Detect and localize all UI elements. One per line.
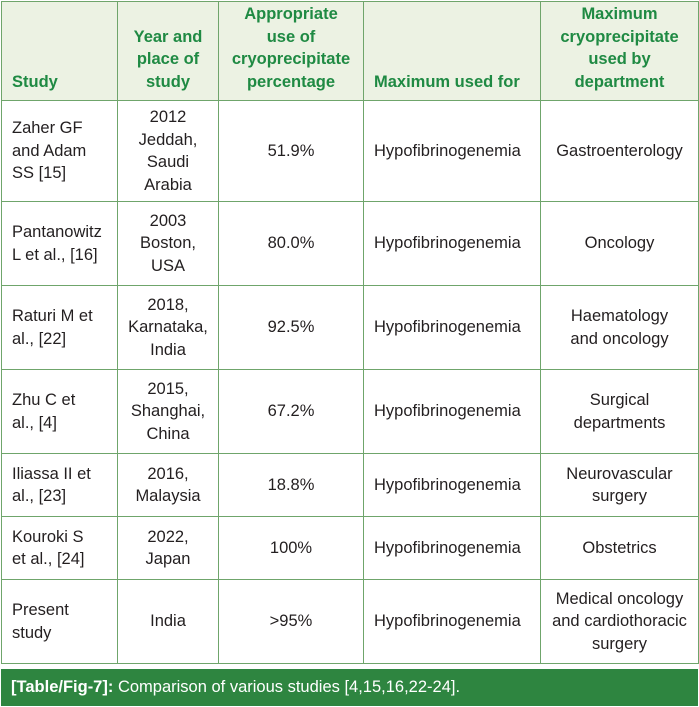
cell-appropriate-use: 51.9% — [219, 101, 364, 202]
cell-appropriate-use: >95% — [219, 580, 364, 664]
cell-study: Iliassa II et al., [23] — [2, 454, 118, 517]
cell-year-place: 2022, Japan — [118, 517, 219, 580]
table-header-row — [2, 2, 699, 101]
cell-year-place: 2012 Jeddah, Saudi Arabia — [118, 101, 219, 202]
cell-year-place: India — [118, 580, 219, 664]
cell-appropriate-use: 67.2% — [219, 370, 364, 454]
cell-study: Zaher GF and Adam SS [15] — [2, 101, 118, 202]
table-caption — [1, 669, 698, 706]
table-row — [2, 370, 699, 454]
cell-year-place: 2016, Malaysia — [118, 454, 219, 517]
caption-text: Comparison of various studies [4,15,16,22-24]. — [113, 678, 461, 696]
cell-study: Raturi M et al., [22] — [2, 286, 118, 370]
table-row — [2, 517, 699, 580]
table-row — [2, 202, 699, 286]
cell-maximum-used-for: Hypofibrinogenemia — [364, 286, 541, 370]
cell-study: Present study — [2, 580, 118, 664]
comparison-table — [1, 1, 699, 664]
cell-maximum-used-for: Hypofibrinogenemia — [364, 202, 541, 286]
header-study: Study — [2, 2, 118, 101]
header-maximum-used-for: Maximum used for — [364, 2, 541, 101]
header-year-place: Year and place of study — [118, 2, 219, 101]
table-row — [2, 454, 699, 517]
header-maximum-department: Maximum cryoprecipitate used by department — [541, 2, 699, 101]
cell-department: Medical oncology and cardiothoracic surgery — [541, 580, 699, 664]
cell-study: Zhu C et al., [4] — [2, 370, 118, 454]
cell-maximum-used-for: Hypofibrinogenemia — [364, 580, 541, 664]
table-row — [2, 580, 699, 664]
cell-appropriate-use: 100% — [219, 517, 364, 580]
cell-study: Kouroki S et al., [24] — [2, 517, 118, 580]
cell-appropriate-use: 92.5% — [219, 286, 364, 370]
cell-year-place: 2003 Boston, USA — [118, 202, 219, 286]
cell-study: Pantanowitz L et al., [16] — [2, 202, 118, 286]
cell-appropriate-use: 18.8% — [219, 454, 364, 517]
caption-label: [Table/Fig-7]: — [11, 678, 114, 696]
table-row — [2, 101, 699, 202]
cell-department: Neurovascular surgery — [541, 454, 699, 517]
table-row — [2, 286, 699, 370]
cell-maximum-used-for: Hypofibrinogenemia — [364, 370, 541, 454]
header-appropriate-use: Appropriate use of cryoprecipitate percentage — [219, 2, 364, 101]
cell-year-place: 2018, Karnataka, India — [118, 286, 219, 370]
cell-appropriate-use: 80.0% — [219, 202, 364, 286]
cell-department: Surgical departments — [541, 370, 699, 454]
cell-year-place: 2015, Shanghai, China — [118, 370, 219, 454]
cell-department: Oncology — [541, 202, 699, 286]
cell-maximum-used-for: Hypofibrinogenemia — [364, 101, 541, 202]
cell-maximum-used-for: Hypofibrinogenemia — [364, 454, 541, 517]
cell-department: Haematology and oncology — [541, 286, 699, 370]
cell-department: Obstetrics — [541, 517, 699, 580]
cell-department: Gastroenterology — [541, 101, 699, 202]
cell-maximum-used-for: Hypofibrinogenemia — [364, 517, 541, 580]
